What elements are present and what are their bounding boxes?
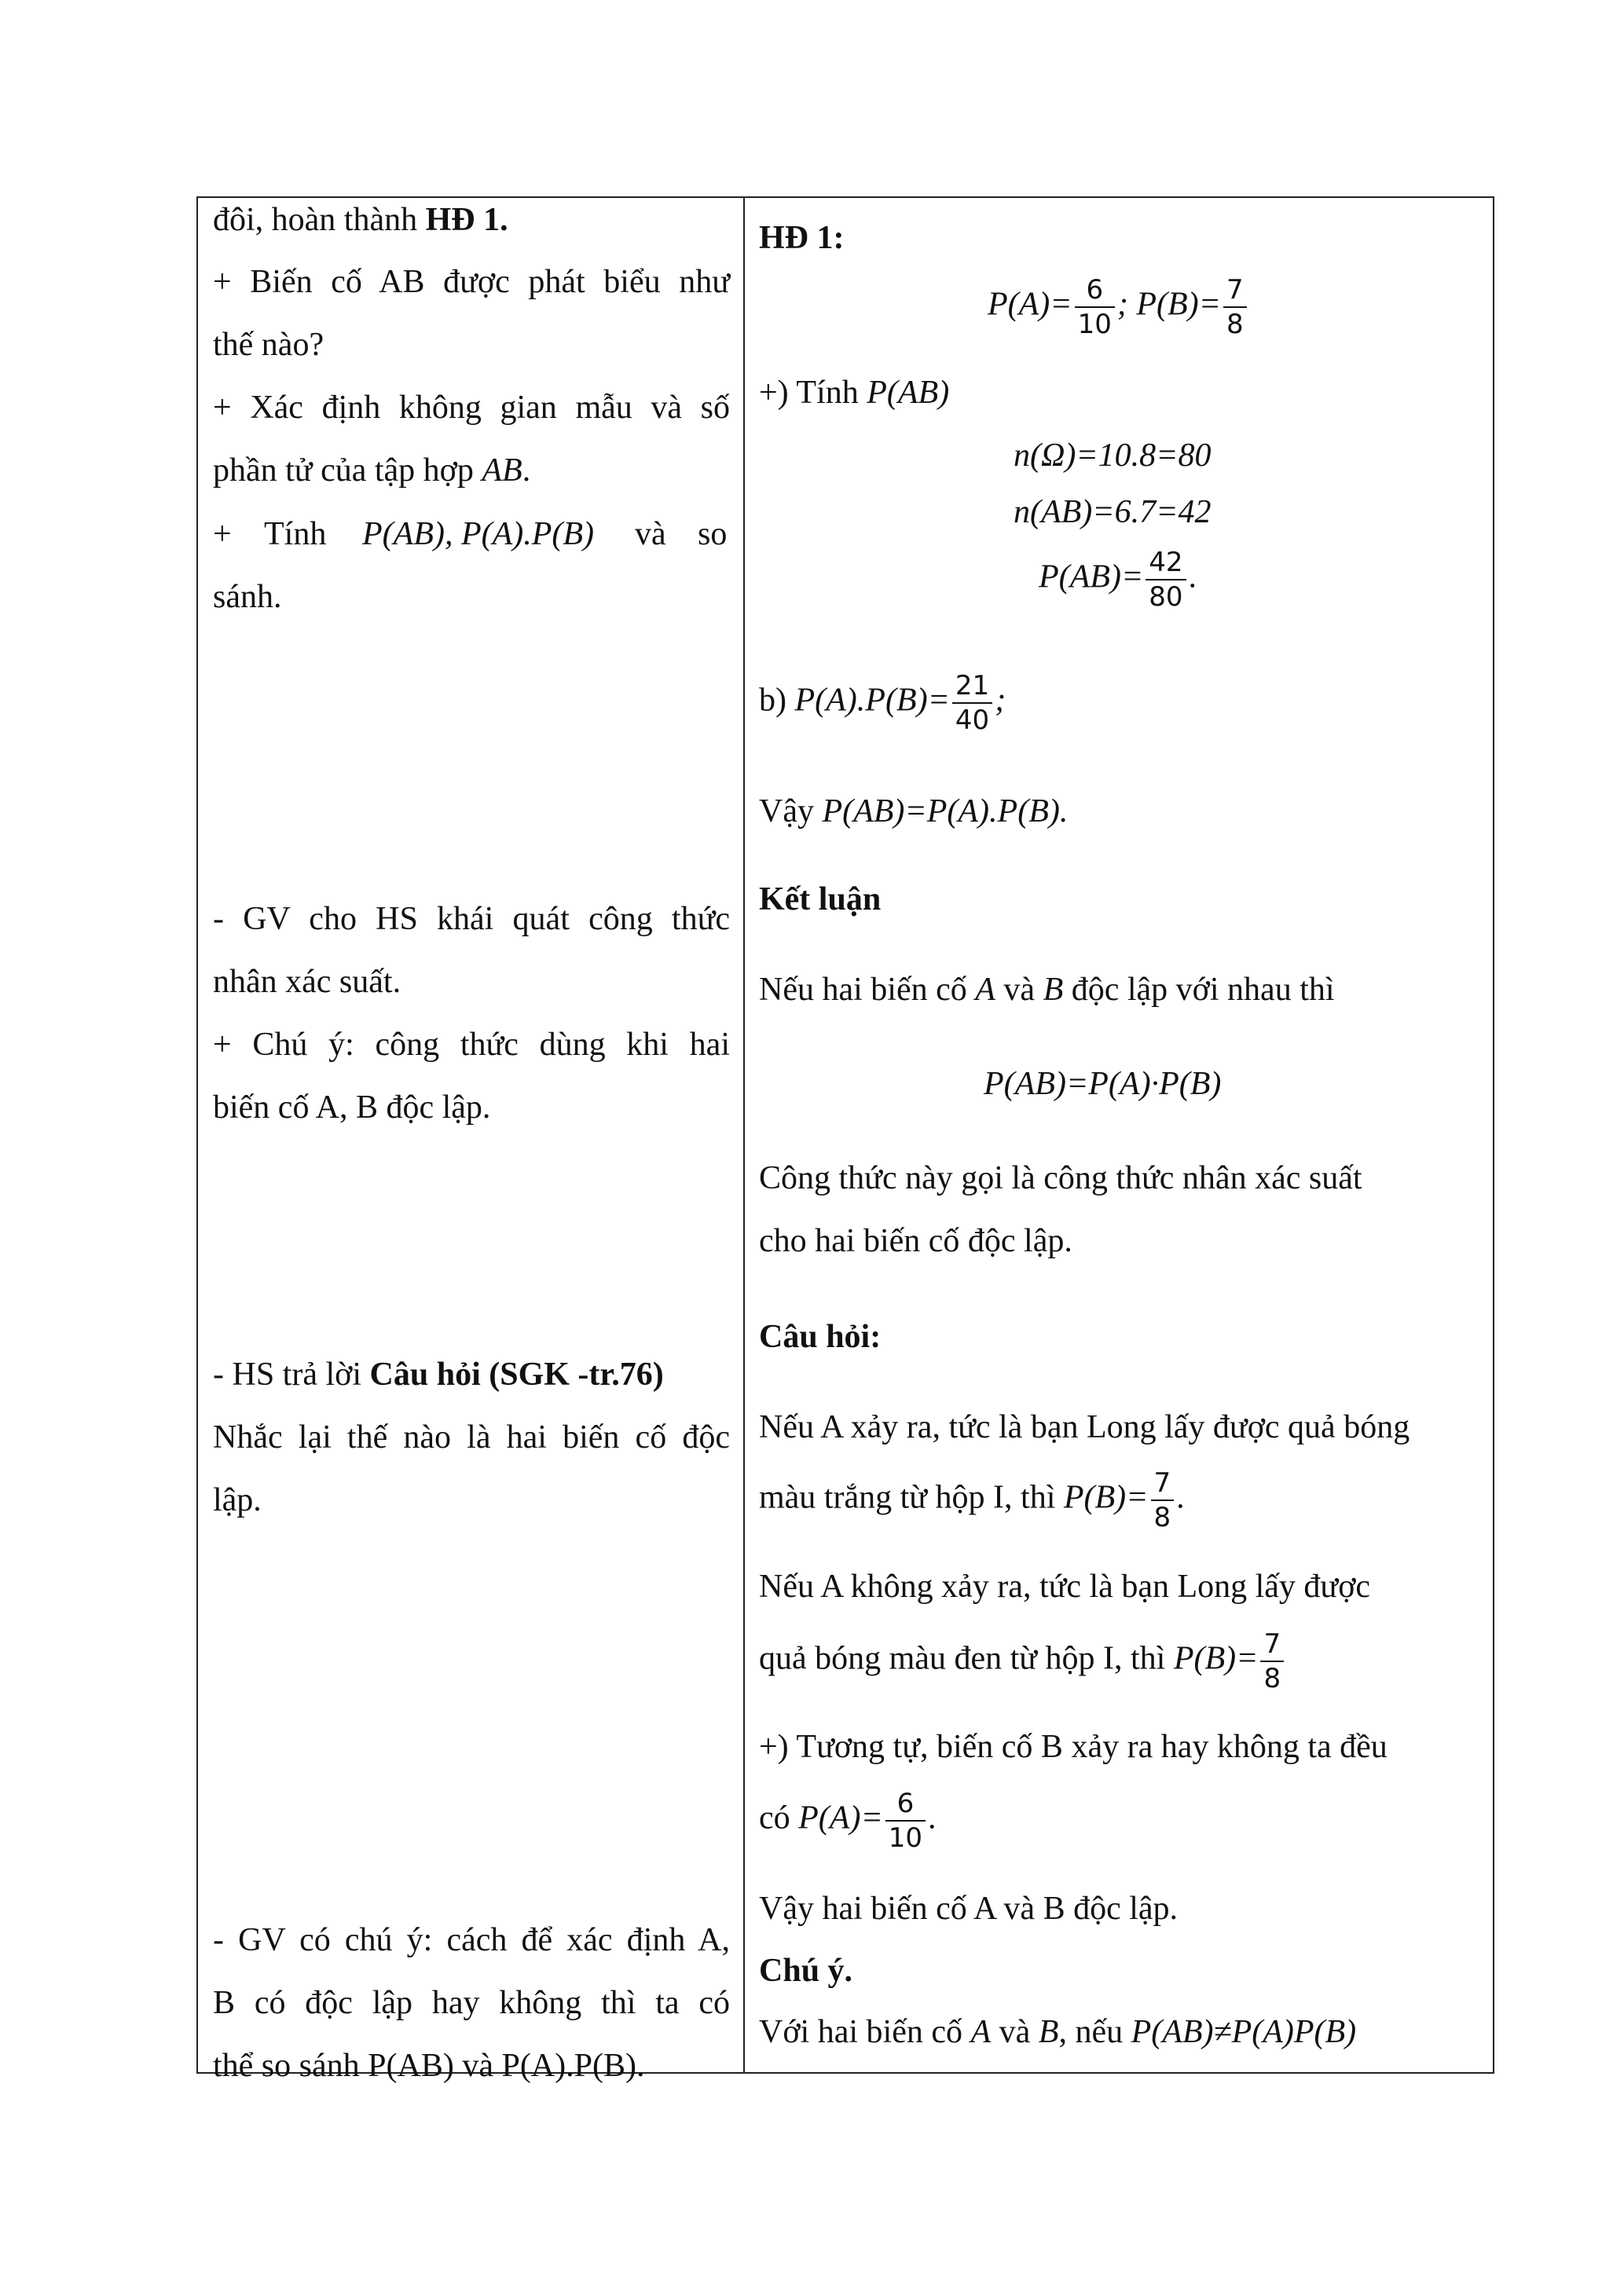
bold-text: Câu hỏi (SGK -tr.76) (369, 1357, 664, 1393)
text: +) Tính (759, 375, 867, 411)
numerator: 42 (1146, 546, 1186, 580)
numerator: 7 (1223, 273, 1247, 308)
text: màu trắng từ hộp I, thì (759, 1479, 1064, 1516)
math: P(B)= (1173, 1640, 1259, 1677)
n-ab: n(AB)=6.7=42 (1014, 494, 1212, 530)
vay2-line: Vậy hai biến cố A và B độc lập. (759, 1891, 1179, 1927)
left-p3-line2 (213, 451, 530, 490)
numerator: 7 (1151, 1467, 1175, 1501)
text: so (698, 516, 728, 552)
ketluan-line (759, 970, 1335, 1009)
lesson-table (196, 196, 1494, 2084)
text: , nếu (1058, 2014, 1131, 2050)
text: và (635, 516, 666, 552)
left-p6-line2: biến cố A, B độc lập. (213, 1089, 491, 1126)
math: P(AB), P(A).P(B) (362, 516, 595, 552)
math: P(A)= (988, 286, 1072, 323)
text: và (995, 972, 1043, 1008)
left-p9-line2: B có độc lập hay không thì ta có (213, 1985, 730, 2021)
text: - HS trả lời (213, 1357, 370, 1393)
math: B (1043, 972, 1064, 1008)
math: P(AB)= (1039, 558, 1144, 595)
text: đôi, hoàn thành (213, 202, 426, 238)
text: Vậy (759, 793, 823, 829)
hd1-title (759, 218, 845, 258)
ketluan-title (759, 880, 881, 919)
math: A (970, 2014, 992, 2050)
fraction (1151, 1467, 1175, 1534)
math: P(A)= (798, 1800, 883, 1836)
left-p3-line1: + Xác định không gian mẫu và số (213, 390, 730, 426)
cauhoi2-line2 (759, 1628, 1286, 1695)
math: P(AB) (867, 375, 950, 411)
text: + (213, 516, 232, 552)
fraction (1260, 1628, 1284, 1695)
congthuc-line1: Công thức này gọi là công thức nhân xác suất (759, 1160, 1362, 1196)
math: AB (482, 452, 522, 489)
cauhoi2-line1: Nếu A không xảy ra, tức là bạn Long lấy được (759, 1569, 1371, 1605)
left-p2-line1: + Biến cố AB được phát biểu như (213, 264, 730, 300)
b-eq (759, 669, 1006, 737)
text: phần tử của tập hợp (213, 452, 482, 489)
vay-line (759, 792, 1068, 831)
n-omega: n(Ω)=10.8=80 (1014, 438, 1212, 474)
text: . (522, 452, 531, 489)
bold-text: HĐ 1. (425, 202, 508, 238)
numerator: 6 (885, 1787, 926, 1822)
text: b) (759, 682, 795, 719)
left-p5-line2: nhân xác suất. (213, 964, 401, 1000)
cauhoi3-line2 (759, 1787, 937, 1855)
cauhoi1-line1: Nếu A xảy ra, tức là bạn Long lấy được quả bóng (759, 1409, 1410, 1445)
left-p8-line2: lập. (213, 1482, 262, 1518)
math: P(B)= (1063, 1479, 1149, 1516)
bold-text: HĐ 1: (759, 220, 845, 256)
math: ; P(B)= (1116, 286, 1222, 323)
cauhoi3-line1: +) Tương tự, biến cố B xảy ra hay không ta đều (759, 1729, 1388, 1765)
fraction (1223, 273, 1247, 341)
math: B (1038, 2014, 1059, 2050)
pab-eq (1039, 546, 1197, 613)
text: Nếu hai biến cố (759, 972, 976, 1008)
text: và (991, 2014, 1039, 2050)
text: Với hai biến cố (759, 2014, 971, 2050)
column-divider (743, 198, 745, 2072)
text: . (1188, 558, 1197, 595)
congthuc-line2: cho hai biến cố độc lập. (759, 1223, 1072, 1259)
left-p6-line1: + Chú ý: công thức dùng khi hai (213, 1027, 730, 1063)
math: A (975, 972, 995, 1008)
math: P(AB)≠P(A)P(B) (1131, 2014, 1357, 2050)
cauhoi-title (759, 1317, 881, 1357)
math: P(AB)=P(A).P(B). (822, 793, 1069, 829)
chuy-title (759, 1951, 852, 1990)
left-p5-line1: - GV cho HS khái quát công thức (213, 901, 730, 937)
chuy-line (759, 2012, 1356, 2052)
denominator: 40 (955, 705, 990, 736)
text: . (1176, 1479, 1185, 1516)
left-p1 (213, 200, 508, 240)
bold-text: Chú ý. (759, 1953, 853, 1989)
numerator: 6 (1075, 273, 1115, 308)
text: độc lập với nhau thì (1063, 972, 1335, 1008)
text: Tính (264, 516, 327, 552)
fraction (885, 1787, 926, 1855)
math: ; (995, 682, 1006, 719)
numerator: 21 (952, 669, 992, 704)
left-p7 (213, 1355, 664, 1394)
fraction (952, 669, 992, 737)
left-p8-line1: Nhắc lại thế nào là hai biến cố độc (213, 1419, 730, 1456)
left-p9-line1: - GV có chú ý: cách để xác định A, (213, 1922, 730, 1958)
text: . (928, 1800, 937, 1836)
math: P(A).P(B)= (794, 682, 950, 719)
text: có (759, 1800, 799, 1836)
fraction (1075, 273, 1115, 341)
denominator: 80 (1149, 581, 1183, 613)
denominator: 10 (888, 1822, 923, 1854)
text: quả bóng màu đen từ hộp I, thì (759, 1640, 1174, 1677)
numerator: 7 (1260, 1628, 1284, 1662)
product-formula: P(AB)=P(A)·P(B) (984, 1066, 1222, 1102)
bold-text: Kết luận (759, 881, 882, 917)
cauhoi1-line2 (759, 1467, 1185, 1534)
hd1-eq1 (988, 273, 1249, 341)
bold-text: Câu hỏi: (759, 1319, 882, 1355)
tinh-line (759, 373, 949, 412)
left-p4-line2: sánh. (213, 579, 282, 615)
denominator: 8 (1153, 1502, 1171, 1533)
denominator: 10 (1077, 309, 1112, 340)
fraction (1146, 546, 1186, 613)
denominator: 8 (1263, 1663, 1281, 1694)
left-p9-line3: thể so sánh P(AB) và P(A).P(B). (213, 2048, 645, 2084)
left-p2-line2: thế nào? (213, 327, 324, 363)
denominator: 8 (1226, 309, 1244, 340)
